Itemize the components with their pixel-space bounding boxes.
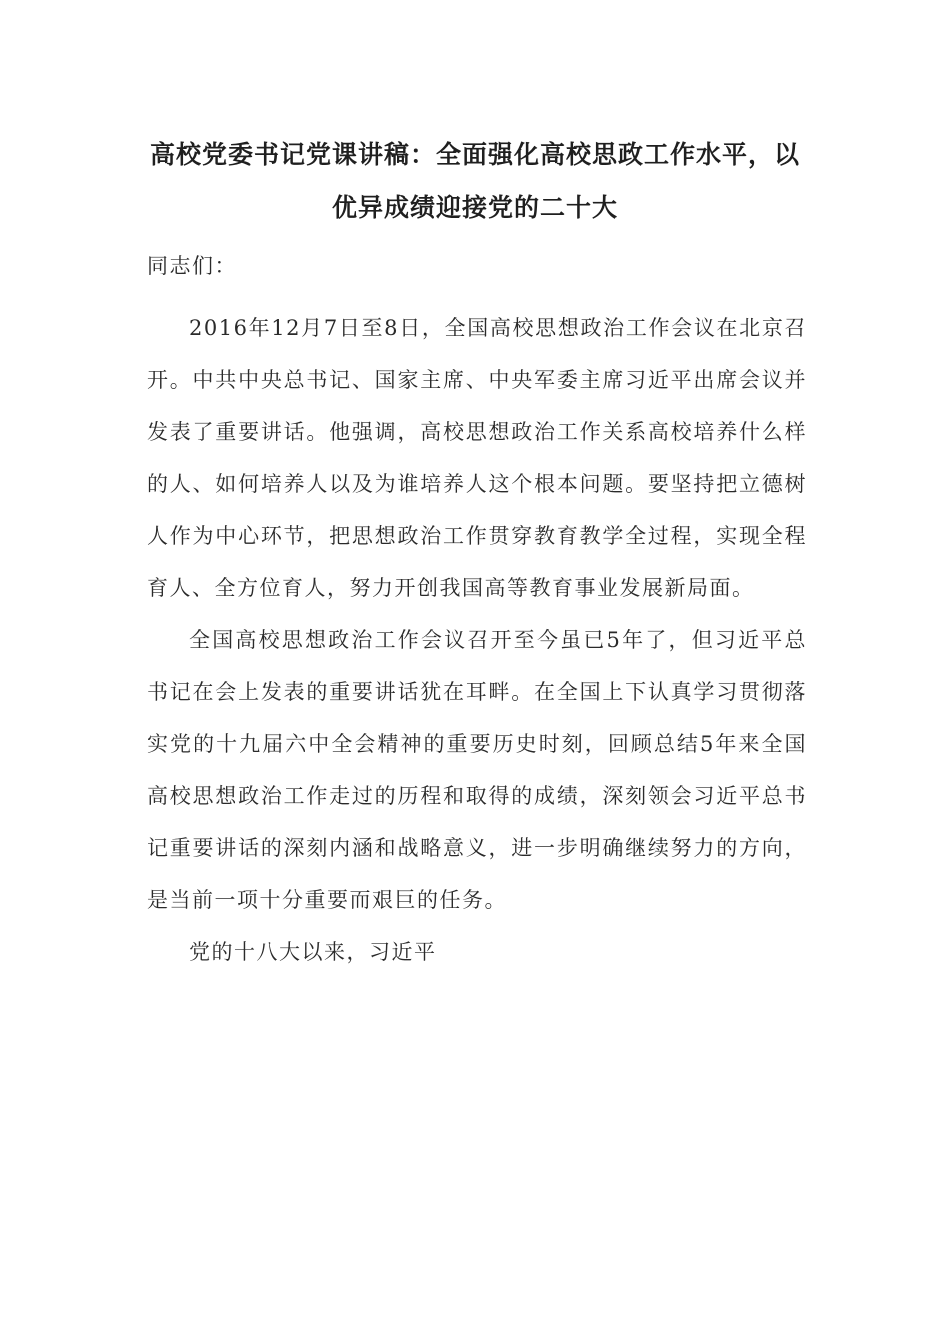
title-line-1: 高校党委书记党课讲稿：全面强化高校思政工作水平，以 [149,140,800,169]
paragraph-3: 党的十八大以来，习近平 [189,940,437,964]
paragraph-1: 2016年12月7日至8日，全国高校思想政治工作会议在北京召开。中共中央总书记、国家主席、中央军委主席习近平出席会议并发表了重要讲话。他强调，高校思想政治工作关系高校培养什么样的人、如何培养人以及为谁培养人这个根本问题。要坚持把立德树人作为中心环节，把思想政治工作贯穿教育教学全过程，实现全程育人、全方位育人，努力开创我国高等教育事业发展新局面。 [147,316,807,600]
document-title [140,128,810,234]
title-line-2: 优异成绩迎接党的二十大 [331,193,618,222]
paragraph-2: 全国高校思想政治工作会议召开至今虽已5年了，但习近平总书记在会上发表的重要讲话犹在耳畔。在全国上下认真学习贯彻落实党的十九届六中全会精神的重要历史时刻，回顾总结5年来全国高校思想政治工作走过的历程和取得的成绩，深刻领会习近平总书记重要讲话的深刻内涵和战略意义，进一步明确继续努力的方向，是当前一项十分重要而艰巨的任务。 [147,628,807,912]
salutation: 同志们： [147,254,237,278]
